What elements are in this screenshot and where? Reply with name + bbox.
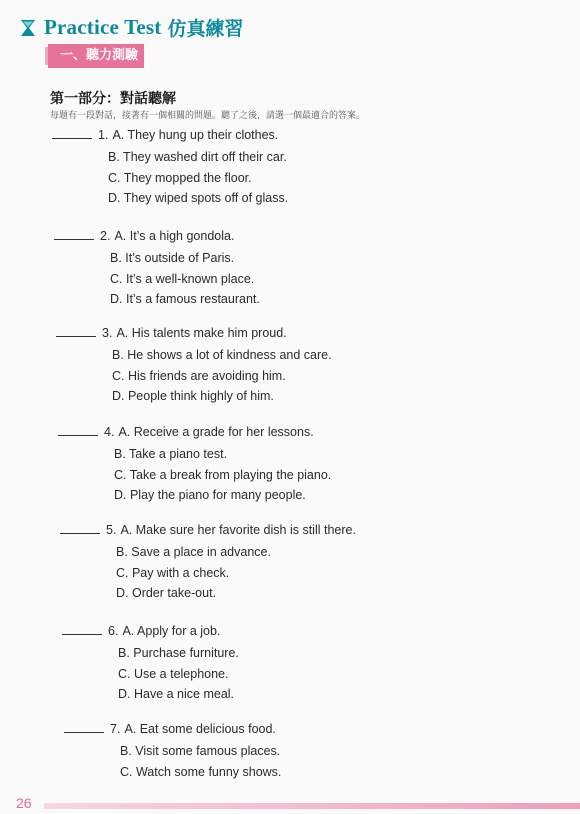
- option-b: B. Visit some famous places.: [120, 744, 281, 758]
- question-number: 6.: [108, 624, 119, 638]
- option-d: D. It’s a famous restaurant.: [110, 292, 260, 306]
- answer-blank[interactable]: [54, 229, 94, 240]
- option-d: D. People think highly of him.: [112, 389, 274, 403]
- option-b: B. Purchase furniture.: [118, 646, 239, 660]
- page-title-zh: 仿真練習: [167, 18, 244, 40]
- option-d: D. Have a nice meal.: [118, 687, 235, 701]
- question-number: 4.: [104, 425, 115, 439]
- section-tab: 一、聽力測驗: [48, 44, 144, 68]
- question-item: [64, 722, 281, 782]
- answer-blank[interactable]: [52, 128, 92, 139]
- option-a: A. Make sure her favorite dish is still there.: [120, 523, 356, 537]
- option-b: B. It’s outside of Paris.: [110, 251, 235, 265]
- question-number: 2.: [100, 229, 111, 243]
- question-row: [56, 326, 332, 345]
- option-c: C. They mopped the floor.: [108, 170, 252, 185]
- question-number: 3.: [102, 326, 113, 340]
- page-number: 26: [16, 795, 32, 811]
- answer-blank[interactable]: [58, 425, 98, 436]
- answer-blank[interactable]: [64, 722, 104, 733]
- question-row: [64, 722, 281, 741]
- option-d: D. They wiped spots off of glass.: [108, 191, 289, 205]
- option-c: C. Use a telephone.: [118, 666, 229, 681]
- option-b: B. They washed dirt off their car.: [108, 150, 287, 164]
- option-b: B. Take a piano test.: [114, 447, 228, 461]
- question-row: [54, 229, 260, 248]
- question-number: 1.: [98, 128, 109, 142]
- instructions: 每題有一段對話，接著有一個相關的問題。聽了之後，請選一個最適合的答案。: [50, 111, 366, 121]
- option-d: D. Order take-out.: [116, 586, 217, 600]
- question-item: [58, 425, 331, 506]
- question-number: 5.: [106, 523, 117, 537]
- question-item: [54, 229, 260, 310]
- question-row: [52, 128, 288, 147]
- question-row: [62, 624, 239, 643]
- option-c: C. Take a break from playing the piano.: [114, 467, 332, 482]
- footer-bar: [44, 803, 580, 809]
- page-header: [18, 14, 244, 41]
- option-b: B. Save a place in advance.: [116, 545, 271, 559]
- option-a: A. Eat some delicious food.: [124, 722, 276, 736]
- hourglass-logo-icon: [18, 18, 38, 38]
- option-c: C. Pay with a check.: [116, 565, 230, 580]
- option-a: A. It’s a high gondola.: [114, 229, 235, 243]
- answer-blank[interactable]: [60, 523, 100, 534]
- answer-blank[interactable]: [62, 624, 102, 635]
- option-a: A. His talents make him proud.: [116, 326, 287, 340]
- option-c: C. His friends are avoiding him.: [112, 368, 286, 383]
- question-item: [56, 326, 332, 407]
- question-item: [62, 624, 239, 705]
- answer-blank[interactable]: [56, 326, 96, 337]
- option-c: C. Watch some funny shows.: [120, 764, 282, 779]
- option-c: C. It’s a well-known place.: [110, 271, 255, 286]
- option-a: A. They hung up their clothes.: [112, 128, 279, 142]
- option-a: A. Apply for a job.: [122, 624, 221, 638]
- question-row: [60, 523, 356, 542]
- option-b: B. He shows a lot of kindness and care.: [112, 348, 332, 362]
- part-title: 第一部分：對話聽解: [50, 91, 176, 107]
- option-d: D. Play the piano for many people.: [114, 488, 306, 502]
- question-row: [58, 425, 331, 444]
- option-a: A. Receive a grade for her lessons.: [118, 425, 314, 439]
- question-item: [60, 523, 356, 604]
- question-number: 7.: [110, 722, 121, 736]
- page-title: Practice Test: [44, 15, 162, 39]
- question-item: [52, 128, 288, 209]
